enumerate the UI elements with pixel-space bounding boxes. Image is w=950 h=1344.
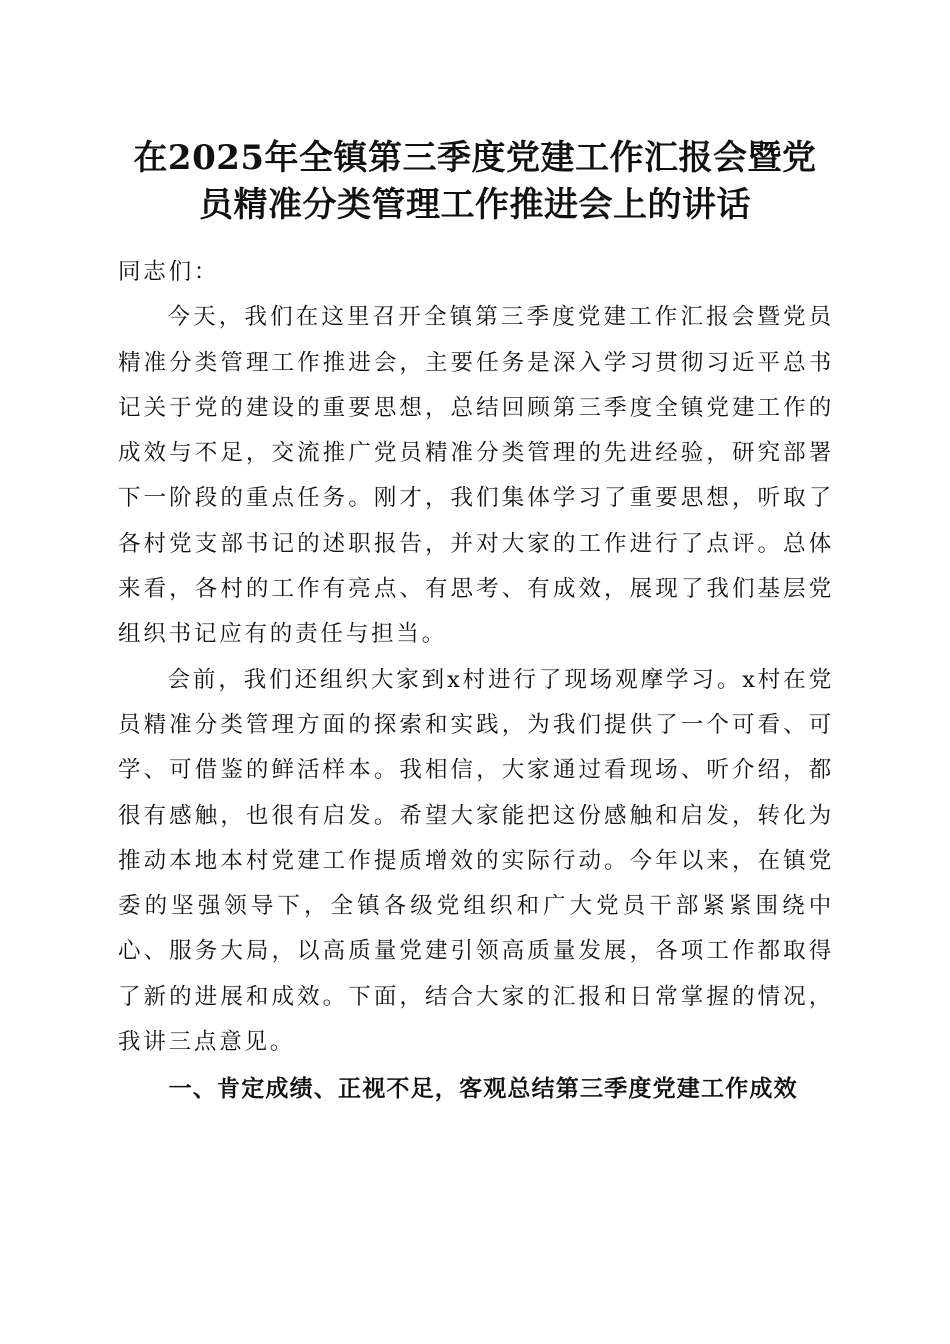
document-body xyxy=(118,250,834,1112)
section-heading-1: 一、肯定成绩、正视不足，客观总结第三季度党建工作成效 xyxy=(168,1076,798,1103)
document-title xyxy=(100,135,850,229)
salutation: 同志们： xyxy=(118,259,220,285)
paragraph-opening: 今天，我们在这里召开全镇第三季度党建工作汇报会暨党员精准分类管理工作推进会，主要任务是深入学习贯彻习近平总书记关于党的建设的重要思想，总结回顾第三季度全镇党建工作的成效与不足，交流推广党员精准分类管理的先进经验，研究部署下一阶段的重点任务。刚才，我们集体学习了重要思想，听取了各村党支部书记的述职报告，并对大家的工作进行了点评。总体来看，各村的工作有亮点、有思考、有成效，展现了我们基层党组织书记应有的责任与担当。 xyxy=(118,304,834,648)
paragraph-observation: 会前，我们还组织大家到x村进行了现场观摩学习。x村在党员精准分类管理方面的探索和实践，为我们提供了一个可看、可学、可借鉴的鲜活样本。我相信，大家通过看现场、听介绍，都很有感触，也很有启发。希望大家能把这份感触和启发，转化为推动本地本村党建工作提质增效的实际行动。今年以来，在镇党委的坚强领导下，全镇各级党组织和广大党员干部紧紧围绕中心、服务大局，以高质量党建引领高质量发展，各项工作都取得了新的进展和成效。下面，结合大家的汇报和日常掌握的情况，我讲三点意见。 xyxy=(118,666,834,1056)
title-line-1: 在2025年全镇第三季度党建工作汇报会暨党 xyxy=(133,138,817,178)
title-line-2: 员精准分类管理工作推进会上的讲话 xyxy=(199,185,751,225)
